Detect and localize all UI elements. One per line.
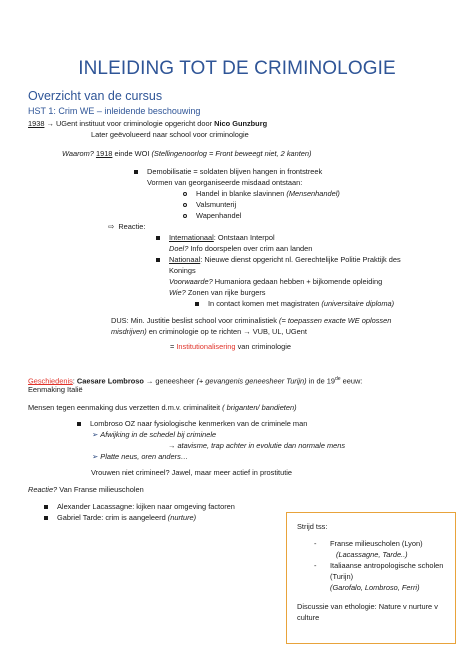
bullet-tarde: Gabriel Tarde: crim is aangeleerd (nurture)	[44, 513, 196, 523]
bullet-demobilisatie: Demobilisatie = soldaten blijven hangen in frontstreek	[134, 167, 322, 177]
line-reactie: ⇨ Reactie:	[108, 222, 146, 231]
line-konings: Konings	[169, 266, 196, 275]
circle-bullet-icon	[183, 214, 187, 218]
bullet-lacassagne: Alexander Lacassagne: kijken naar omgeving factoren	[44, 502, 235, 512]
box-italiaanse: Italiaanse antropologische scholen	[330, 561, 444, 570]
box-title: Strijd tss:	[297, 522, 328, 531]
square-bullet-icon	[44, 505, 48, 509]
bullet-internationaal: Internationaal: Ontstaan Interpol	[156, 233, 275, 243]
bullet-lombroso-oz: Lombroso OZ naar fysiologische kenmerken van de criminele man	[77, 419, 307, 429]
bullet-handel: Handel in blanke slavinnen (Mensenhandel)	[183, 189, 340, 199]
box-discussie-2: culture	[297, 613, 320, 622]
check-arrow-icon: ➢	[92, 452, 99, 461]
bullet-afwijking: ➢ Afwijking in de schedel bij criminele	[92, 430, 217, 439]
box-dash-1: -	[314, 539, 317, 548]
bullet-platte-neus: ➢ Platte neus, oren anders…	[92, 452, 189, 461]
line-atavisme: → atavisme, trap achter in evolutie dan normale mens	[168, 441, 346, 450]
square-bullet-icon	[156, 236, 160, 240]
line-vrouwen: Vrouwen niet crimineel? Jawel, maar meer actief in prostitutie	[91, 468, 293, 477]
circle-bullet-icon	[183, 192, 187, 196]
line-dus-2: misdrijven) en criminologie op te richten → VUB, UL, UGent	[111, 327, 307, 336]
line-1938: 1938 → UGent instituut voor criminologie opgericht door Nico Gunzburg	[28, 119, 268, 128]
square-bullet-icon	[44, 516, 48, 520]
bullet-wapenhandel: Wapenhandel	[183, 211, 241, 221]
line-mensen: Mensen tegen eenmaking dus verzetten d.m.v. criminaliteit ( briganten/ bandieten)	[28, 403, 297, 412]
arrow-icon: →	[46, 119, 54, 128]
strijd-textbox	[286, 512, 456, 644]
line-reactie-franse: Reactie? Van Franse milieuscholen	[28, 485, 144, 494]
gunzburg-name: Nico Gunzburg	[214, 119, 268, 128]
square-bullet-icon	[156, 258, 160, 262]
line-dus-1: DUS: Min. Justitie beslist school voor criminalistiek (= toepassen exacte WE oplossen	[111, 316, 392, 325]
arrow-icon: →	[243, 327, 251, 336]
lombroso-name: Caesare Lombroso	[76, 376, 144, 386]
line-wie: Wie? Zonen van rijke burgers	[169, 288, 266, 297]
circle-bullet-icon	[183, 203, 187, 207]
institutionalisering-term: Institutionalisering	[176, 342, 236, 351]
line-vormen: Vormen van georganiseerde misdaad ontstaan:	[147, 178, 303, 187]
check-arrow-icon: ➢	[92, 430, 99, 439]
square-bullet-icon	[195, 302, 199, 306]
chapter-heading: HST 1: Crim WE – inleidende beschouwing	[28, 106, 201, 116]
line-institutionalisering: = Institutionalisering van criminologie	[170, 342, 292, 351]
box-turijn: (Turijn)	[330, 572, 354, 581]
line-geschiedenis: Geschiedenis: Caesare Lombroso → geneesheer (+ gevangenis geneesheer Turijn) in de 19de eeuw:	[28, 376, 363, 386]
box-franse: Franse milieuscholen (Lyon)	[330, 539, 423, 548]
arrow-icon: →	[145, 376, 154, 386]
bullet-nationaal: Nationaal: Nieuwe dienst opgericht nl. Gerechtelijke Politie Praktijk des	[156, 255, 401, 265]
page-title: INLEIDING TOT DE CRIMINOLOGIE	[78, 58, 396, 79]
section-heading: Overzicht van de cursus	[28, 89, 163, 103]
year-1918: 1918	[95, 149, 113, 158]
box-dash-2: -	[314, 561, 317, 570]
bullet-valsmunterij: Valsmunterij	[183, 200, 236, 210]
box-discussie-1: Discussie van ethologie: Nature v nurture v	[297, 602, 438, 611]
box-franse-names: (Lacassagne, Tarde..)	[336, 550, 408, 559]
bullet-contact: In contact komen met magistraten (universitaire diploma)	[195, 299, 394, 309]
line-later: Later geëvolueerd naar school voor criminologie	[91, 130, 249, 139]
square-bullet-icon	[77, 422, 81, 426]
year-1938: 1938	[28, 119, 45, 128]
line-doel: Doel? Info doorspelen over crim aan landen	[169, 244, 313, 253]
geschiedenis-label: Geschiedenis	[28, 376, 73, 386]
arrow-icon: →	[168, 441, 176, 450]
line-eenmaking: Eenmaking Italië	[28, 385, 83, 394]
arrow-outline-icon: ⇨	[108, 222, 115, 231]
line-voorwaarde: Voorwaarde? Humaniora gedaan hebben + bijkomende opleiding	[169, 277, 383, 286]
line-waarom: Waarom? 1918 einde WOI (Stellingenoorlog = Front beweegt niet, 2 kanten)	[62, 149, 312, 158]
square-bullet-icon	[134, 170, 138, 174]
box-italiaanse-names: (Garofalo, Lombroso, Ferri)	[330, 583, 420, 592]
